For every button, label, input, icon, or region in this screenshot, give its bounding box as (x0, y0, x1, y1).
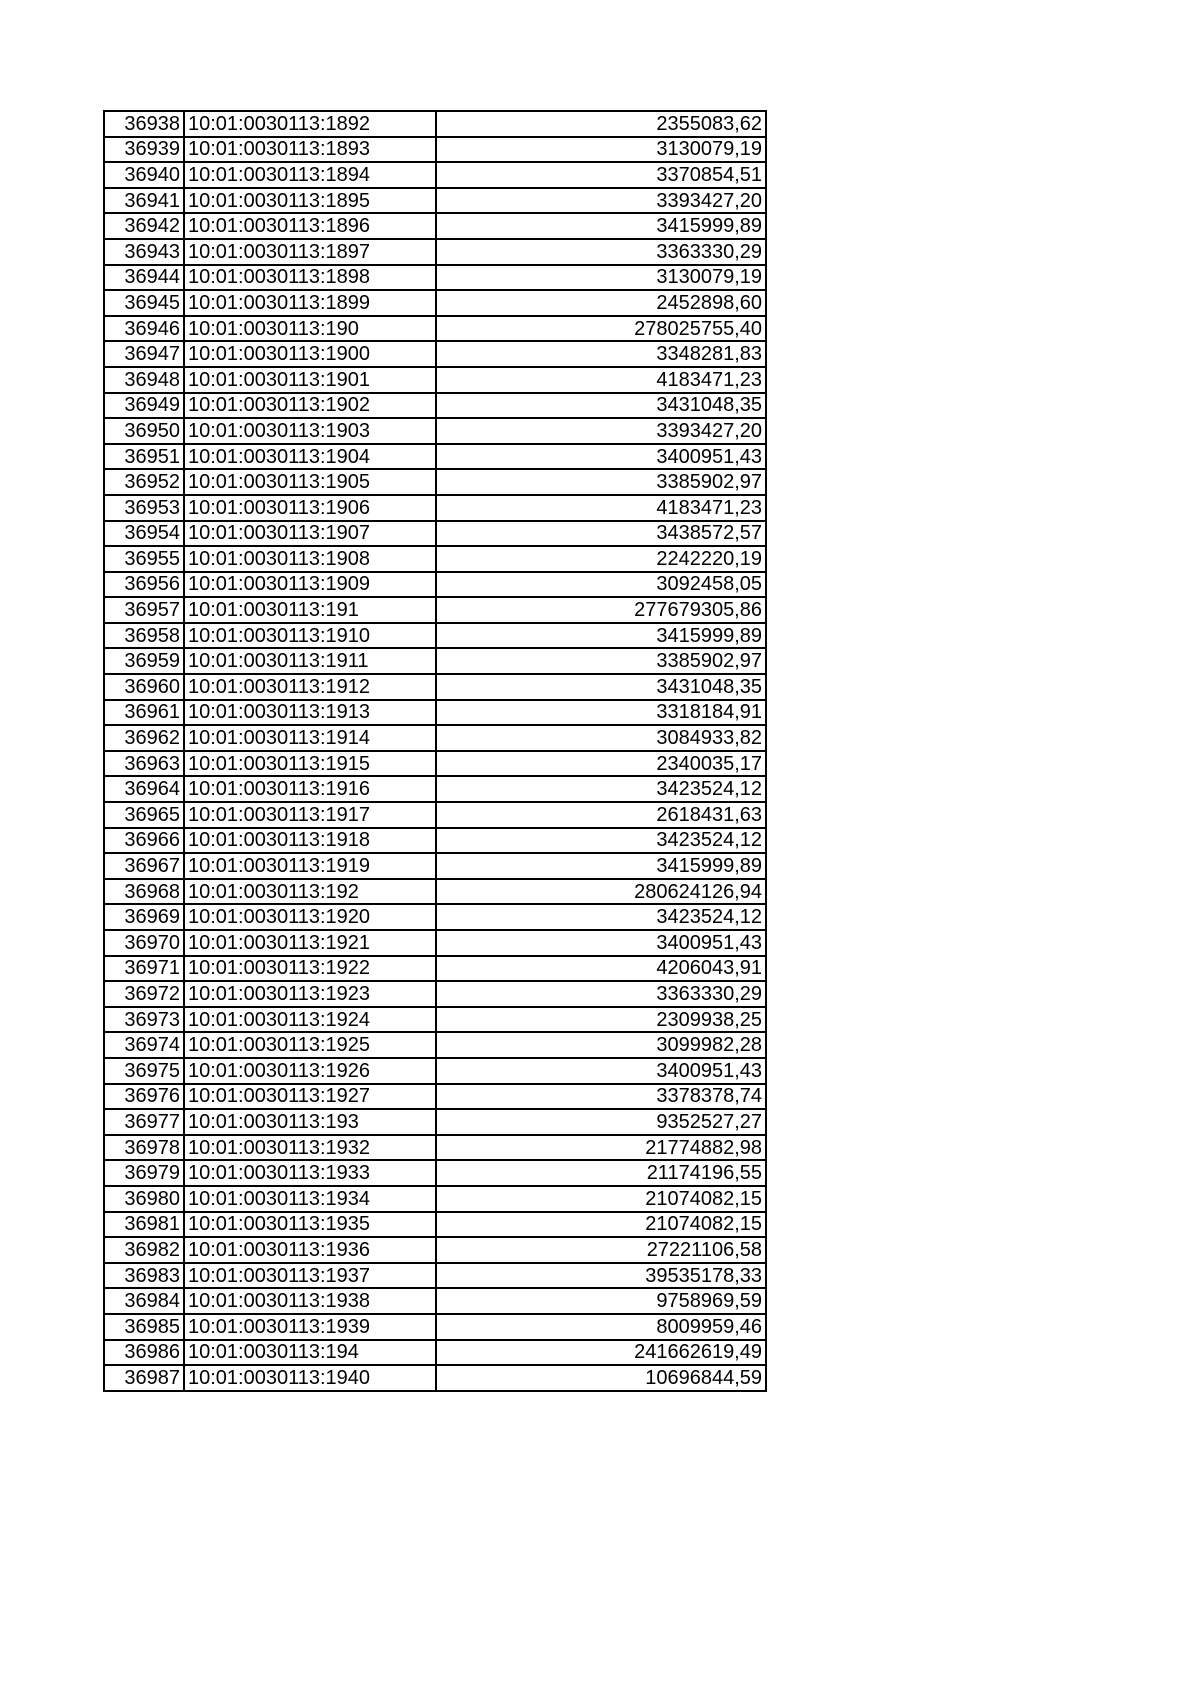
table-row (104, 1314, 766, 1340)
value-cell: 3431048,35 (436, 674, 766, 700)
value-cell: 3438572,57 (436, 521, 766, 547)
row-number-cell: 36941 (104, 188, 184, 214)
cadastral-number-cell: 10:01:0030113:1917 (184, 802, 436, 828)
value-cell: 3092458,05 (436, 572, 766, 598)
row-number-cell: 36967 (104, 853, 184, 879)
table-row (104, 1058, 766, 1084)
table-row (104, 1263, 766, 1289)
table-row (104, 1237, 766, 1263)
value-cell: 4183471,23 (436, 495, 766, 521)
value-cell: 3423524,12 (436, 904, 766, 930)
value-cell: 21174196,55 (436, 1160, 766, 1186)
cadastral-number-cell: 10:01:0030113:1911 (184, 648, 436, 674)
row-number-cell: 36947 (104, 341, 184, 367)
cadastral-number-cell: 10:01:0030113:1940 (184, 1365, 436, 1391)
value-cell: 3393427,20 (436, 418, 766, 444)
cadastral-number-cell: 10:01:0030113:1913 (184, 700, 436, 726)
row-number-cell: 36943 (104, 239, 184, 265)
cadastral-number-cell: 10:01:0030113:1926 (184, 1058, 436, 1084)
value-cell: 3084933,82 (436, 725, 766, 751)
row-number-cell: 36963 (104, 751, 184, 777)
cadastral-number-cell: 10:01:0030113:1914 (184, 725, 436, 751)
cadastral-number-cell: 10:01:0030113:1924 (184, 1007, 436, 1033)
table-row (104, 521, 766, 547)
table-row (104, 1160, 766, 1186)
table-row (104, 674, 766, 700)
table-row (104, 648, 766, 674)
value-cell: 3099982,28 (436, 1032, 766, 1058)
cadastral-number-cell: 10:01:0030113:1892 (184, 111, 436, 137)
cadastral-number-cell: 10:01:0030113:1907 (184, 521, 436, 547)
value-cell: 27221106,58 (436, 1237, 766, 1263)
cadastral-number-cell: 10:01:0030113:1909 (184, 572, 436, 598)
row-number-cell: 36983 (104, 1263, 184, 1289)
table-row (104, 1109, 766, 1135)
row-number-cell: 36939 (104, 137, 184, 163)
cadastral-number-cell: 10:01:0030113:1899 (184, 290, 436, 316)
cadastral-number-cell: 10:01:0030113:1903 (184, 418, 436, 444)
row-number-cell: 36955 (104, 546, 184, 572)
table-row (104, 1212, 766, 1238)
cadastral-number-cell: 10:01:0030113:1910 (184, 623, 436, 649)
cadastral-number-cell: 10:01:0030113:1937 (184, 1263, 436, 1289)
table-body (104, 111, 766, 1391)
value-cell: 3130079,19 (436, 137, 766, 163)
value-cell: 3318184,91 (436, 700, 766, 726)
table-row (104, 597, 766, 623)
cadastral-number-cell: 10:01:0030113:1897 (184, 239, 436, 265)
row-number-cell: 36982 (104, 1237, 184, 1263)
table-row (104, 162, 766, 188)
cadastral-number-cell: 10:01:0030113:1923 (184, 981, 436, 1007)
cadastral-number-cell: 10:01:0030113:1905 (184, 469, 436, 495)
value-cell: 21774882,98 (436, 1135, 766, 1161)
row-number-cell: 36977 (104, 1109, 184, 1135)
value-cell: 2355083,62 (436, 111, 766, 137)
row-number-cell: 36957 (104, 597, 184, 623)
cadastral-number-cell: 10:01:0030113:1938 (184, 1288, 436, 1314)
value-cell: 3385902,97 (436, 469, 766, 495)
value-cell: 2340035,17 (436, 751, 766, 777)
cadastral-number-cell: 10:01:0030113:1921 (184, 930, 436, 956)
value-cell: 278025755,40 (436, 316, 766, 342)
cadastral-number-cell: 10:01:0030113:1908 (184, 546, 436, 572)
table-row (104, 802, 766, 828)
value-cell: 2242220,19 (436, 546, 766, 572)
cadastral-number-cell: 10:01:0030113:191 (184, 597, 436, 623)
value-cell: 3348281,83 (436, 341, 766, 367)
table-row (104, 930, 766, 956)
row-number-cell: 36968 (104, 879, 184, 905)
row-number-cell: 36958 (104, 623, 184, 649)
table-row (104, 444, 766, 470)
row-number-cell: 36973 (104, 1007, 184, 1033)
value-cell: 3415999,89 (436, 623, 766, 649)
row-number-cell: 36951 (104, 444, 184, 470)
value-cell: 3423524,12 (436, 828, 766, 854)
row-number-cell: 36978 (104, 1135, 184, 1161)
row-number-cell: 36960 (104, 674, 184, 700)
cadastral-number-cell: 10:01:0030113:1939 (184, 1314, 436, 1340)
value-cell: 3400951,43 (436, 444, 766, 470)
row-number-cell: 36976 (104, 1084, 184, 1110)
row-number-cell: 36950 (104, 418, 184, 444)
value-cell: 4206043,91 (436, 956, 766, 982)
row-number-cell: 36974 (104, 1032, 184, 1058)
table-row (104, 316, 766, 342)
cadastral-number-cell: 10:01:0030113:1927 (184, 1084, 436, 1110)
table-row (104, 393, 766, 419)
table-row (104, 623, 766, 649)
value-cell: 3423524,12 (436, 776, 766, 802)
cadastral-number-cell: 10:01:0030113:1932 (184, 1135, 436, 1161)
cadastral-number-cell: 10:01:0030113:1896 (184, 213, 436, 239)
table-row (104, 751, 766, 777)
value-cell: 9758969,59 (436, 1288, 766, 1314)
cadastral-number-cell: 10:01:0030113:1898 (184, 265, 436, 291)
value-cell: 10696844,59 (436, 1365, 766, 1391)
cadastral-number-cell: 10:01:0030113:1918 (184, 828, 436, 854)
row-number-cell: 36971 (104, 956, 184, 982)
cadastral-number-cell: 10:01:0030113:1935 (184, 1212, 436, 1238)
row-number-cell: 36985 (104, 1314, 184, 1340)
row-number-cell: 36984 (104, 1288, 184, 1314)
table-row (104, 1288, 766, 1314)
row-number-cell: 36948 (104, 367, 184, 393)
row-number-cell: 36938 (104, 111, 184, 137)
table-row (104, 546, 766, 572)
table-row (104, 1186, 766, 1212)
value-cell: 3363330,29 (436, 239, 766, 265)
table-row (104, 341, 766, 367)
row-number-cell: 36956 (104, 572, 184, 598)
table-row (104, 904, 766, 930)
row-number-cell: 36964 (104, 776, 184, 802)
cadastral-number-cell: 10:01:0030113:1925 (184, 1032, 436, 1058)
cadastral-number-cell: 10:01:0030113:1901 (184, 367, 436, 393)
value-cell: 3415999,89 (436, 213, 766, 239)
row-number-cell: 36987 (104, 1365, 184, 1391)
value-cell: 2452898,60 (436, 290, 766, 316)
table-row (104, 469, 766, 495)
table-row (104, 572, 766, 598)
cadastral-number-cell: 10:01:0030113:1934 (184, 1186, 436, 1212)
table-row (104, 828, 766, 854)
row-number-cell: 36979 (104, 1160, 184, 1186)
cadastral-number-cell: 10:01:0030113:1936 (184, 1237, 436, 1263)
table-row (104, 290, 766, 316)
cadastral-number-cell: 10:01:0030113:1895 (184, 188, 436, 214)
value-cell: 9352527,27 (436, 1109, 766, 1135)
cadastral-number-cell: 10:01:0030113:1916 (184, 776, 436, 802)
row-number-cell: 36940 (104, 162, 184, 188)
table-row (104, 725, 766, 751)
table-row (104, 137, 766, 163)
value-cell: 3393427,20 (436, 188, 766, 214)
table-row (104, 1084, 766, 1110)
table-row (104, 1365, 766, 1391)
cadastral-number-cell: 10:01:0030113:1900 (184, 341, 436, 367)
table-row (104, 956, 766, 982)
table-row (104, 981, 766, 1007)
row-number-cell: 36961 (104, 700, 184, 726)
row-number-cell: 36986 (104, 1340, 184, 1366)
value-cell: 3370854,51 (436, 162, 766, 188)
cadastral-number-cell: 10:01:0030113:1894 (184, 162, 436, 188)
cadastral-number-cell: 10:01:0030113:192 (184, 879, 436, 905)
row-number-cell: 36959 (104, 648, 184, 674)
cadastral-number-cell: 10:01:0030113:194 (184, 1340, 436, 1366)
row-number-cell: 36981 (104, 1212, 184, 1238)
value-cell: 21074082,15 (436, 1212, 766, 1238)
row-number-cell: 36980 (104, 1186, 184, 1212)
cadastral-number-cell: 10:01:0030113:1912 (184, 674, 436, 700)
value-cell: 3431048,35 (436, 393, 766, 419)
cadastral-number-cell: 10:01:0030113:1915 (184, 751, 436, 777)
cadastral-number-cell: 10:01:0030113:193 (184, 1109, 436, 1135)
cadastral-number-cell: 10:01:0030113:1919 (184, 853, 436, 879)
row-number-cell: 36952 (104, 469, 184, 495)
cadastral-number-cell: 10:01:0030113:1920 (184, 904, 436, 930)
row-number-cell: 36954 (104, 521, 184, 547)
value-cell: 2618431,63 (436, 802, 766, 828)
table-row (104, 495, 766, 521)
table-row (104, 111, 766, 137)
row-number-cell: 36969 (104, 904, 184, 930)
table-row (104, 1340, 766, 1366)
table-row (104, 879, 766, 905)
table-row (104, 213, 766, 239)
table-row (104, 265, 766, 291)
table-row (104, 239, 766, 265)
value-cell: 3415999,89 (436, 853, 766, 879)
table-row (104, 700, 766, 726)
value-cell: 3400951,43 (436, 930, 766, 956)
table-row (104, 776, 766, 802)
table-row (104, 418, 766, 444)
table-row (104, 853, 766, 879)
value-cell: 280624126,94 (436, 879, 766, 905)
row-number-cell: 36972 (104, 981, 184, 1007)
value-cell: 3378378,74 (436, 1084, 766, 1110)
value-cell: 4183471,23 (436, 367, 766, 393)
row-number-cell: 36946 (104, 316, 184, 342)
table-row (104, 367, 766, 393)
data-table (103, 110, 767, 1392)
cadastral-number-cell: 10:01:0030113:1904 (184, 444, 436, 470)
table-row (104, 1032, 766, 1058)
row-number-cell: 36945 (104, 290, 184, 316)
cadastral-number-cell: 10:01:0030113:1902 (184, 393, 436, 419)
row-number-cell: 36970 (104, 930, 184, 956)
row-number-cell: 36962 (104, 725, 184, 751)
row-number-cell: 36965 (104, 802, 184, 828)
cadastral-number-cell: 10:01:0030113:1906 (184, 495, 436, 521)
value-cell: 2309938,25 (436, 1007, 766, 1033)
value-cell: 21074082,15 (436, 1186, 766, 1212)
cadastral-number-cell: 10:01:0030113:1922 (184, 956, 436, 982)
cadastral-number-cell: 10:01:0030113:190 (184, 316, 436, 342)
value-cell: 277679305,86 (436, 597, 766, 623)
value-cell: 3385902,97 (436, 648, 766, 674)
table-row (104, 1135, 766, 1161)
row-number-cell: 36953 (104, 495, 184, 521)
row-number-cell: 36949 (104, 393, 184, 419)
value-cell: 8009959,46 (436, 1314, 766, 1340)
value-cell: 3400951,43 (436, 1058, 766, 1084)
value-cell: 3130079,19 (436, 265, 766, 291)
cadastral-number-cell: 10:01:0030113:1933 (184, 1160, 436, 1186)
row-number-cell: 36975 (104, 1058, 184, 1084)
row-number-cell: 36942 (104, 213, 184, 239)
table-row (104, 188, 766, 214)
value-cell: 241662619,49 (436, 1340, 766, 1366)
value-cell: 3363330,29 (436, 981, 766, 1007)
table-row (104, 1007, 766, 1033)
cadastral-number-cell: 10:01:0030113:1893 (184, 137, 436, 163)
row-number-cell: 36966 (104, 828, 184, 854)
value-cell: 39535178,33 (436, 1263, 766, 1289)
row-number-cell: 36944 (104, 265, 184, 291)
